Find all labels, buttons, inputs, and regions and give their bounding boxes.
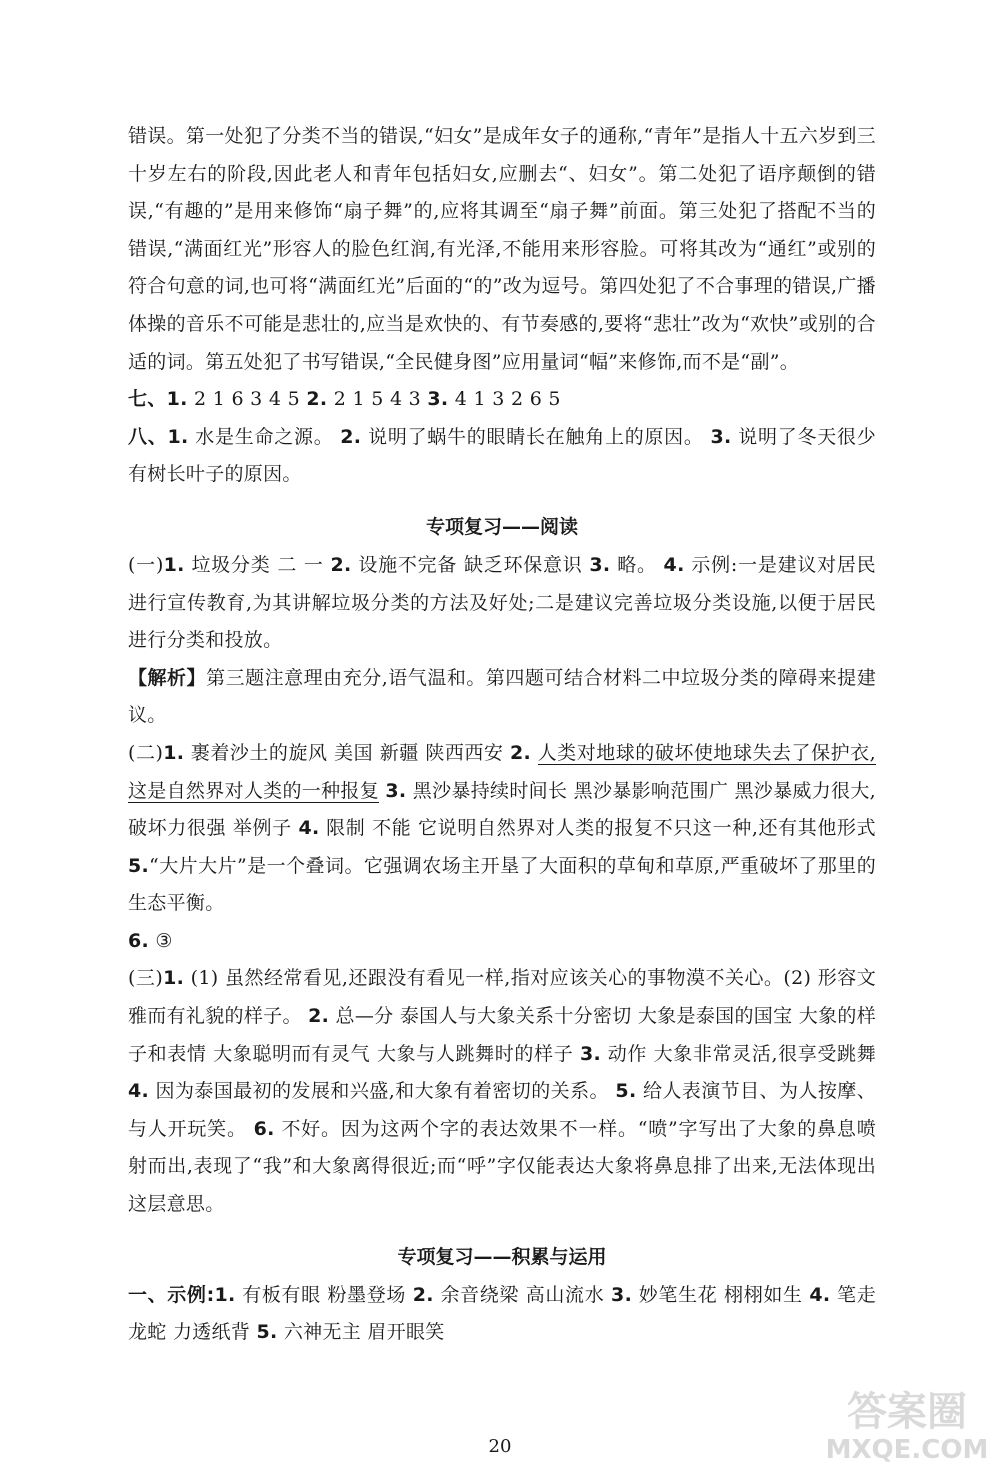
reading-1-label: (一) [128, 553, 164, 576]
q7-label: 七、 [128, 388, 167, 411]
q7-a3: 4 1 3 2 6 5 [448, 388, 561, 411]
r3-a1: (1) 虽然经常看见,还跟没有看见一样,指对应该关心的事物漠不关心。(2) 形容文雅而有礼貌的样子。 [128, 967, 876, 1028]
q7-n2: 2. [306, 388, 328, 411]
section-title-reading: 专项复习——阅读 [425, 515, 578, 538]
watermark-logo [822, 1389, 992, 1473]
r2-a6: ③ [149, 929, 173, 952]
ac-a4: 笔走龙蛇 力透纸背 [128, 1283, 877, 1344]
reading-3-label: (三) [128, 967, 164, 990]
r1-n3: 3. [589, 553, 611, 576]
intro-paragraph: 错误。第一处犯了分类不当的错误,“妇女”是成年女子的通称,“青年”是指人十五六岁到三十岁左右的阶段,因此老人和青年包括妇女,应删去“、妇女”。第二处犯了语序颠倒的错误,“有趣的”是用来修饰“扇子舞”的,应将其调至“扇子舞”前面。第三处犯了搭配不当的错误,“满面红光”形容人的脸色红润,有光泽,不能用来形容脸。可将其改为“通红”或别的符合句意的词,也可将“满面红光”后面的“的”改为逗号。第四处犯了不合事理的错误,广播体操的音乐不可能是悲壮的,应当是欢快的、有节奏感的,要将“悲壮”改为“欢快”或别的合适的词。第五处犯了书写错误,“全民健身图”应用量词“幅”来修饰,而不是“副”。 [128, 125, 876, 373]
r2-a2-underlined: 人类对地球的破坏使地球失去了保护衣,这是自然界对人类的一种报复 [128, 741, 876, 802]
ac-n4: 4. [809, 1283, 831, 1306]
r3-a5: 给人表演节目、为人按摩、与人开玩笑。 [128, 1080, 876, 1140]
r3-n2: 2. [308, 1005, 330, 1028]
r2-a1: 裹着沙土的旋风 美国 新疆 陕西西安 [184, 741, 511, 764]
r3-n6: 6. [253, 1117, 275, 1140]
reading-2-q6 [128, 923, 876, 961]
r1-n2: 2. [330, 553, 352, 576]
section-title-accumulation: 专项复习——积累与运用 [397, 1245, 607, 1268]
r2-n1: 1. [163, 741, 185, 764]
r1-a1: 垃圾分类 二 一 [184, 553, 331, 576]
r2-n5: 5. [128, 854, 150, 877]
ac-a1: 有板有眼 粉墨登场 [235, 1283, 413, 1306]
page-content [128, 118, 876, 1352]
answer-q7 [128, 381, 876, 419]
reading-3 [128, 960, 876, 1223]
q8-n1: 1. [167, 425, 189, 448]
q8-a2: 说明了蜗牛的眼睛长在触角上的原因。 [361, 425, 711, 448]
accumulation-1 [128, 1277, 876, 1352]
r3-a6: 不好。因为这两个字的表达效果不一样。“喷”字写出了大象的鼻息喷射而出,表现了“我”和大象离得很近;而“呼”字仅能表达大象将鼻息排了出来,无法体现出这层意思。 [128, 1117, 876, 1216]
ac-n3: 3. [611, 1283, 633, 1306]
r1-a2: 设施不完备 缺乏环保意识 [351, 553, 590, 576]
watermark-top: 答案圈 [847, 1389, 967, 1435]
r3-a3: 动作 大象非常灵活,很享受跳舞 [601, 1042, 876, 1065]
r2-n2: 2. [510, 741, 532, 764]
ac-n1: 1. [214, 1283, 236, 1306]
r2-n3: 3. [385, 779, 407, 802]
ac-n5: 5. [256, 1321, 278, 1344]
q8-label: 八、 [128, 425, 168, 448]
r3-a4: 因为泰国最初的发展和兴盛,和大象有着密切的关系。 [149, 1080, 616, 1103]
ac-a2: 余音绕梁 高山流水 [433, 1283, 612, 1306]
answer-q8 [128, 419, 876, 494]
r3-n3: 3. [580, 1042, 602, 1065]
q8-n3: 3. [710, 425, 732, 448]
r3-n5: 5. [615, 1080, 637, 1103]
r1-n4: 4. [663, 553, 685, 576]
q8-n2: 2. [340, 425, 362, 448]
r2-a4: 限制 不能 它说明自然界对人类的报复不只这一种,还有其他形式 [319, 817, 876, 840]
ac-n2: 2. [412, 1283, 434, 1306]
analysis-tag: 【解析】 [128, 666, 207, 689]
q7-n3: 3. [427, 388, 449, 411]
r2-n4: 4. [298, 817, 320, 840]
r1-a3: 略。 [610, 553, 664, 576]
page-number: 20 [488, 1436, 512, 1457]
q7-n1: 1. [166, 388, 188, 411]
r2-a5: “大片大片”是一个叠词。它强调农场主开垦了大面积的草甸和草原,严重破坏了那里的生态平衡。 [128, 854, 876, 915]
r3-a2: 总—分 泰国人与大象关系十分密切 大象是泰国的国宝 大象的样子和表情 大象聪明而有灵气 大象与人跳舞时的样子 [128, 1005, 876, 1065]
ac-a5: 六神无主 眉开眼笑 [277, 1321, 445, 1344]
ac-a3: 妙笔生花 栩栩如生 [632, 1283, 810, 1306]
reading-2 [128, 735, 876, 923]
reading-1 [128, 547, 876, 660]
analysis-text: 第三题注意理由充分,语气温和。第四题可结合材料二中垃圾分类的障碍来提建议。 [128, 666, 877, 727]
r2-n6: 6. [128, 929, 150, 952]
r1-a4: 示例:一是建议对居民进行宣传教育,为其讲解垃圾分类的方法及好处;二是建议完善垃圾分类设施,以便于居民进行分类和投放。 [128, 553, 876, 652]
q8-a1: 水是生命之源。 [188, 425, 341, 448]
q8-a3: 说明了冬天很少有树长叶子的原因。 [128, 425, 876, 486]
watermark-bottom: MXQE.COM [825, 1435, 989, 1465]
r3-n1: 1. [163, 967, 185, 990]
r3-n4: 4. [128, 1080, 150, 1103]
r2-a3: 黑沙暴持续时间长 黑沙暴影响范围广 黑沙暴威力很大,破坏力很强 举例子 [128, 779, 876, 840]
q7-a1: 2 1 6 3 4 5 [187, 388, 307, 411]
analysis-paragraph [128, 660, 876, 735]
accum-label: 一、示例: [128, 1283, 215, 1306]
r1-n1: 1. [163, 553, 185, 576]
q7-a2: 2 1 5 4 3 [327, 388, 428, 411]
reading-2-label: (二) [128, 741, 164, 764]
